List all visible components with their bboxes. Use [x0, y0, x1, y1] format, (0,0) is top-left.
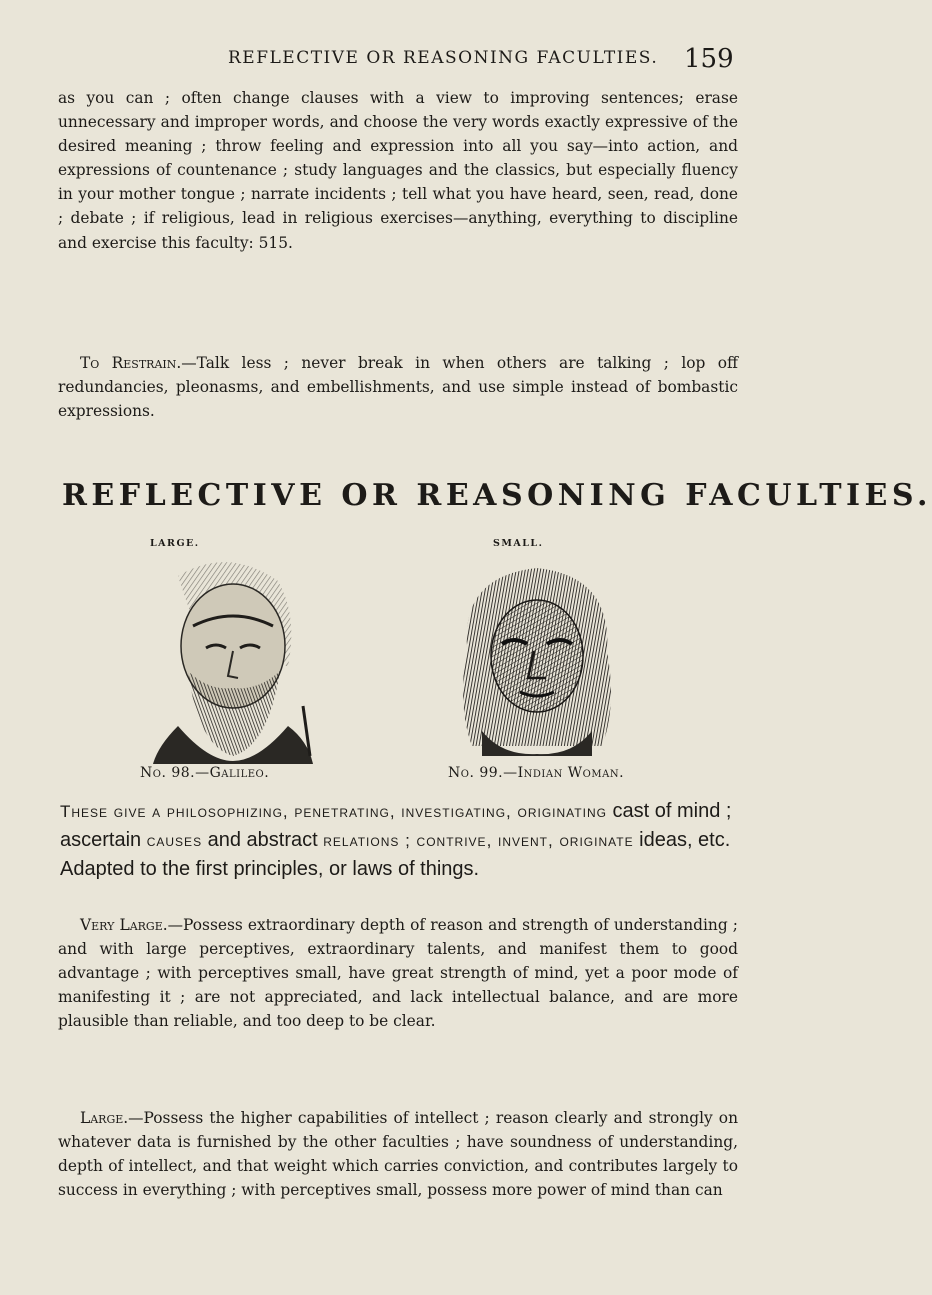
section-heading: REFLECTIVE OR REASONING FACULTIES. [62, 478, 932, 513]
lead-rest-1: cast of mind ; ascertain [60, 800, 732, 851]
paragraph-exercise [58, 86, 738, 255]
page-number: 159 [684, 44, 734, 74]
large-lead-in: Large. [80, 1109, 129, 1127]
paragraph-very-large [58, 913, 738, 1033]
paragraph-large [58, 1106, 738, 1202]
very-large-text: —Possess extraordinary depth of reason and strength of understanding ; and with large perceptives, extraordinary talents, and manifest them to good advantage ; with perceptives small, have great strength of mind, yet a poor mode of manifesting it ; are not appreciated, and lack intellectual balance, and are more plausible than reliable, and too deep to be clear. [58, 916, 738, 1031]
caption-galileo: No. 98.—Galileo. [140, 765, 270, 781]
restrain-lead-in: To Restrain. [80, 354, 182, 372]
indian-woman-portrait [442, 556, 632, 764]
lead-relations: relations ; contrive, invent, originate [323, 831, 634, 850]
paragraph-restrain [58, 351, 738, 423]
caption-indian-woman: No. 99.—Indian Woman. [448, 765, 625, 781]
very-large-lead-in: Very Large. [80, 916, 168, 934]
label-large: LARGE. [150, 538, 200, 549]
lead-opening: These give a philosophizing, penetrating, investigating, originating [60, 802, 607, 821]
label-small: SMALL. [493, 538, 544, 549]
running-head: REFLECTIVE OR REASONING FACULTIES. [228, 48, 659, 68]
paragraph-lead [60, 797, 740, 884]
paragraph-exercise-text: as you can ; often change clauses with a view to improving sentences; erase unnecessary and improper words, and choose the very words exactly expressive of the desired meaning ; throw feeling and expression into all you say—into action, and expressions of countenance ; study languages and the classics, but especially fluency in your mother tongue ; narrate incidents ; tell what you have heard, seen, read, done ; debate ; if religious, lead in religious exercises—anything, everything to discipline and exercise this faculty: 515. [58, 89, 738, 252]
galileo-portrait [138, 556, 328, 764]
lead-rest-2: and abstract [202, 829, 324, 851]
lead-rest-3: ideas, etc. Adapted to the first principles, or laws of things. [60, 829, 731, 880]
restrain-text: —Talk less ; never break in when others are talking ; lop off redundancies, pleonasms, and embellishments, and use simple instead of bombastic expressions. [58, 354, 738, 421]
large-text: —Possess the higher capabilities of intellect ; reason clearly and strongly on whatever data is furnished by the other faculties ; have soundness of understanding, depth of intellect, and that weight which carries conviction, and contributes largely to success in everything ; with perceptives small, possess more power of mind than can [58, 1109, 738, 1200]
lead-causes: causes [146, 831, 203, 850]
